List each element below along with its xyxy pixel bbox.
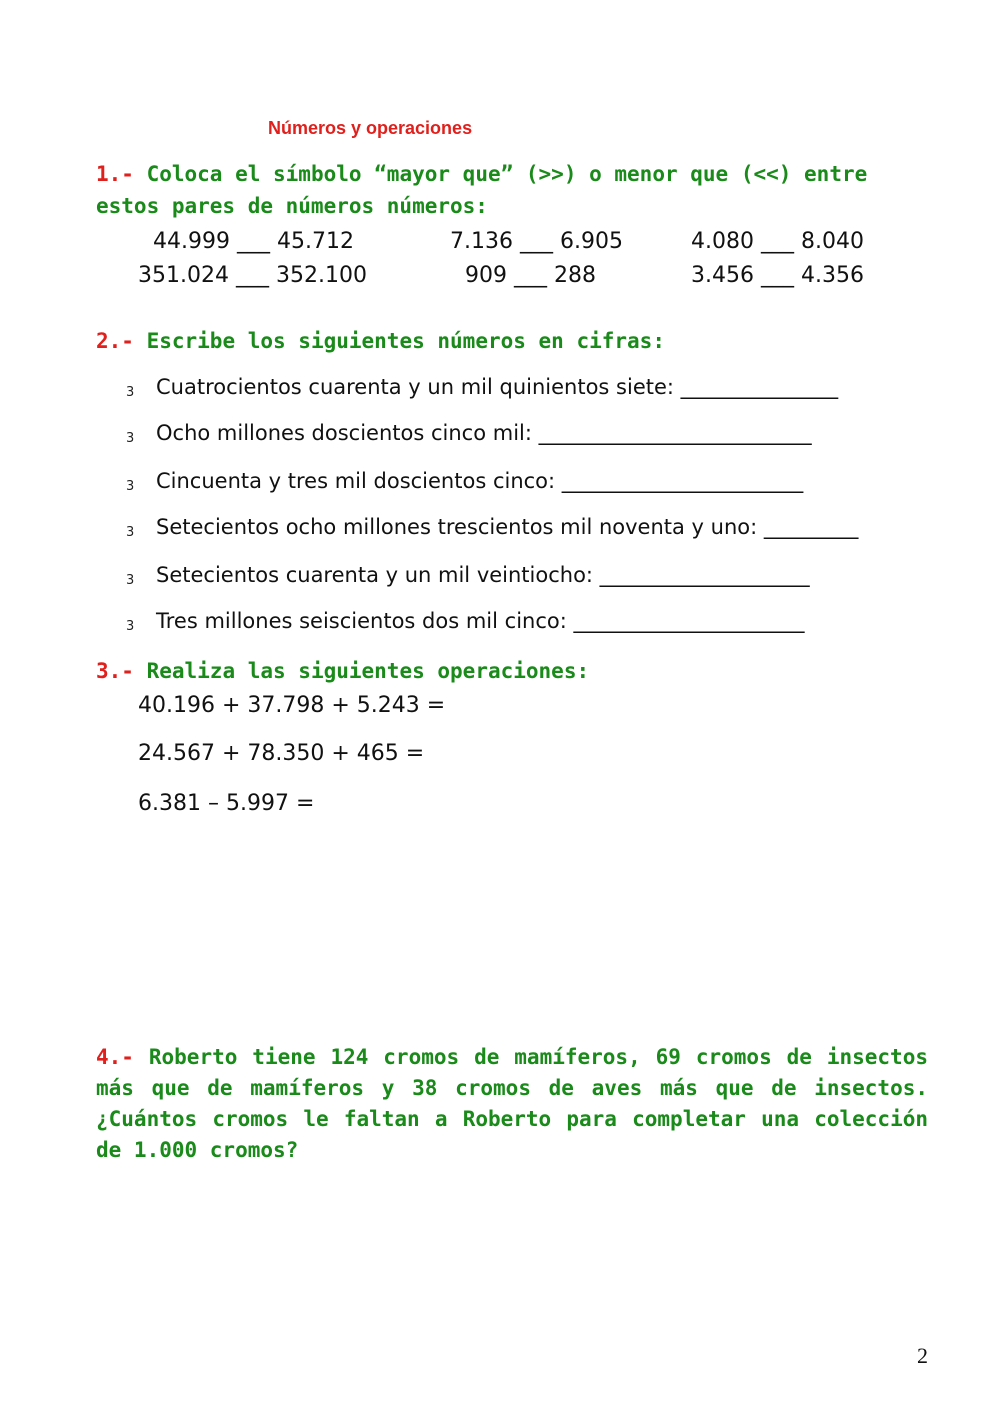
question-3-text: Realiza las siguientes operaciones:	[146, 659, 590, 683]
question-2-text: Escribe los siguientes números en cifras:	[146, 329, 665, 353]
question-4-text: Roberto tiene 124 cromos de mamíferos, 69 cromos de insectos más que de mamíferos y 38 cromos de aves más que de insectos. ¿Cuántos cromos le faltan a Roberto para completar una colección de 1.000 cromos?	[96, 1045, 928, 1162]
question-3-number: 3.-	[96, 659, 134, 683]
comparison-pair: 44.999 ___ 45.712	[153, 229, 354, 254]
list-item: Setecientos cuarenta y un mil veintiocho: ____________________	[156, 563, 810, 587]
question-1-number: 1.-	[96, 162, 134, 186]
operation: 24.567 + 78.350 + 465 =	[138, 741, 425, 766]
comparison-pair: 3.456 ___ 4.356	[691, 263, 864, 288]
comparison-pair: 909 ___ 288	[465, 263, 596, 288]
list-item: Cuatrocientos cuarenta y un mil quinientos siete: _______________	[156, 375, 839, 399]
question-1-heading	[96, 162, 867, 186]
page-title: Números y operaciones	[268, 118, 473, 138]
bullet-icon: 3	[126, 431, 135, 446]
list-item: Cincuenta y tres mil doscientos cinco: _______________________	[156, 469, 804, 493]
comparison-pair: 351.024 ___ 352.100	[138, 263, 367, 288]
question-1-text-line1: Coloca el símbolo “mayor que” (>>) o menor que (<<) entre	[146, 162, 868, 186]
bullet-icon: 3	[126, 385, 135, 400]
question-4-paragraph	[96, 1042, 928, 1166]
page-number: 2	[917, 1343, 928, 1368]
question-2-heading	[96, 329, 665, 353]
bullet-icon: 3	[126, 573, 135, 588]
question-1-text-line2: estos pares de números números:	[96, 194, 488, 218]
operation: 6.381 – 5.997 =	[138, 791, 315, 816]
bullet-icon: 3	[126, 525, 135, 540]
bullet-icon: 3	[126, 479, 135, 494]
bullet-icon: 3	[126, 619, 135, 634]
list-item: Ocho millones doscientos cinco mil: __________________________	[156, 421, 812, 445]
question-4-number: 4.-	[96, 1045, 134, 1069]
question-2-number: 2.-	[96, 329, 134, 353]
question-3-heading	[96, 659, 589, 683]
operation: 40.196 + 37.798 + 5.243 =	[138, 693, 446, 718]
comparison-pair: 4.080 ___ 8.040	[691, 229, 864, 254]
comparison-pair: 7.136 ___ 6.905	[450, 229, 623, 254]
list-item: Setecientos ocho millones trescientos mil noventa y uno: _________	[156, 515, 859, 539]
list-item: Tres millones seiscientos dos mil cinco: ______________________	[156, 609, 805, 633]
